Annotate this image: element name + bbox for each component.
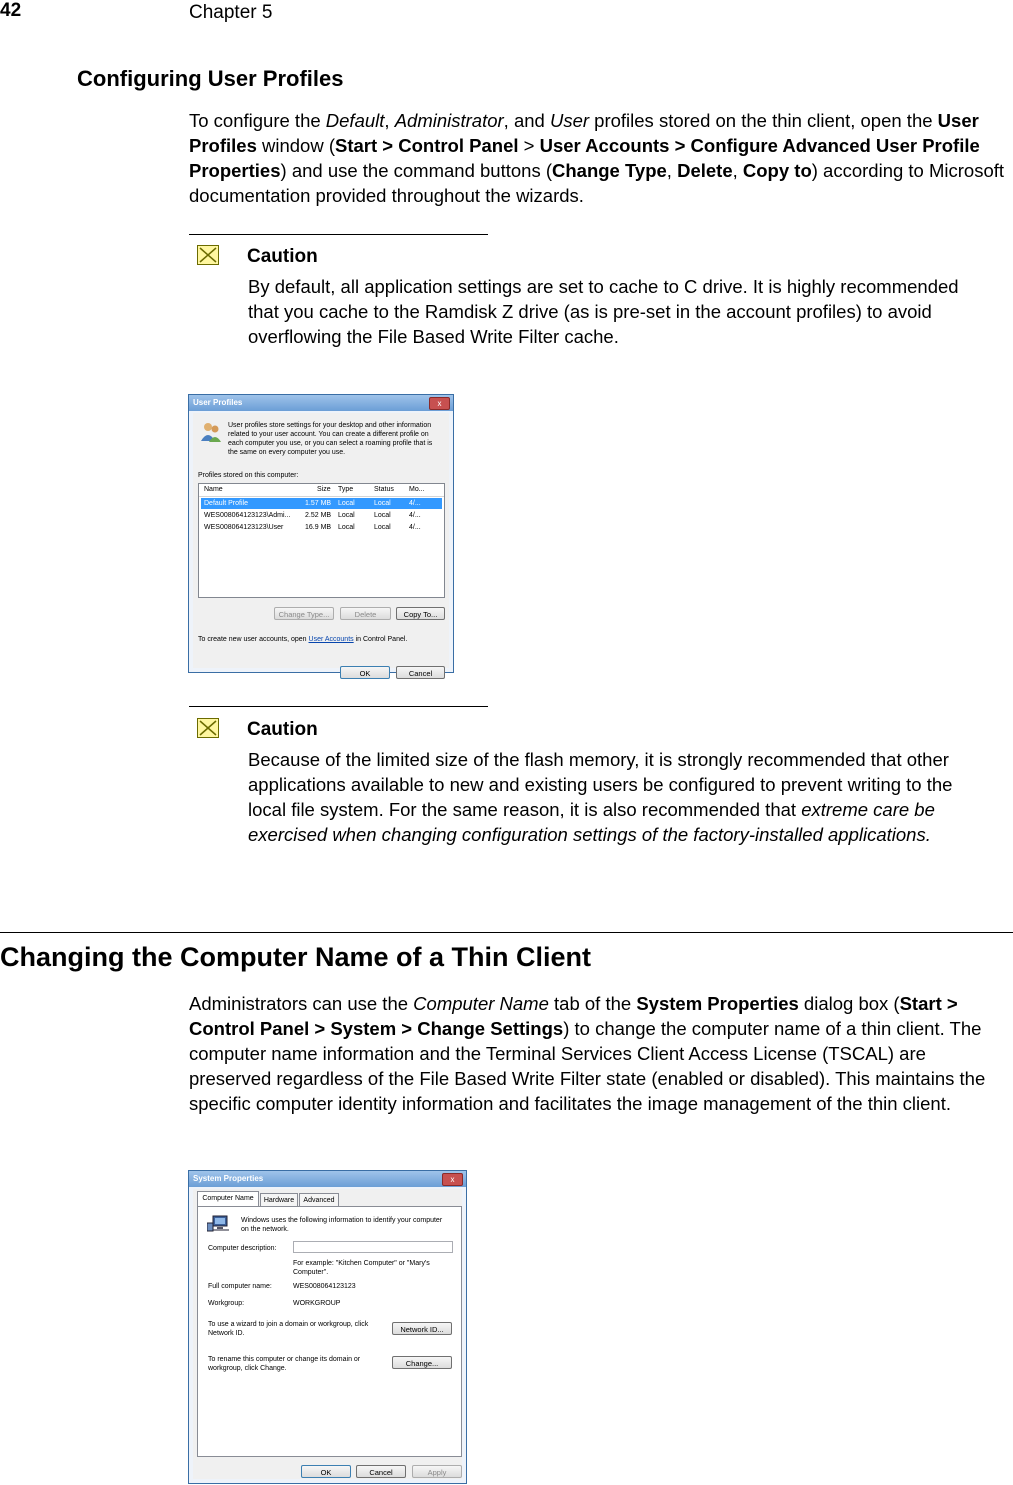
workgroup-label: Workgroup: xyxy=(208,1300,245,1307)
tab-advanced[interactable]: Advanced xyxy=(299,1193,339,1206)
create-accounts-text: To create new user accounts, open User Accounts in Control Panel. xyxy=(198,636,408,643)
ok-button[interactable]: OK xyxy=(301,1465,351,1478)
full-computer-name-label: Full computer name: xyxy=(208,1283,272,1290)
caution-divider xyxy=(189,234,488,235)
caution-text: Because of the limited size of the flash memory, it is strongly recommended that other applications available to new and existing users be configured to prevent writing to the local file system. For the same reason, it is also recommended that extreme care be exercised when changing configuration settings of the factory-installed applications. xyxy=(248,749,953,845)
profile-row[interactable]: WES008064123123\User 16.9 MB Local Local 4/... xyxy=(204,524,421,531)
dialog-title: System Properties xyxy=(189,1171,466,1187)
network-id-text: To use a wizard to join a domain or workgroup, click Network ID. xyxy=(208,1321,369,1337)
change-button[interactable]: Change... xyxy=(392,1356,452,1369)
section-heading-computer-name: Changing the Computer Name of a Thin Client xyxy=(0,942,592,972)
apply-button[interactable]: Apply xyxy=(412,1465,462,1478)
user-profiles-dialog xyxy=(188,394,454,678)
caution-divider xyxy=(189,706,488,707)
tab-panel xyxy=(197,1206,462,1457)
user-accounts-link[interactable]: User Accounts xyxy=(308,636,354,643)
page-number: 42 xyxy=(0,0,22,21)
network-computer-icon xyxy=(207,1215,231,1233)
caution-text: By default, all application settings are set to cache to C drive. It is highly recommended that you cache to the Ramdisk Z drive (as is pre-set in the account profiles) to avoid overflowing the File Based Write Filter cache. xyxy=(248,276,959,347)
computer-description-label: Computer description: xyxy=(208,1245,277,1252)
user-profiles-paragraph: To configure the Default, Administrator, and User profiles stored on the thin client, open the User Profiles window (Start > Control Panel > User Accounts > Configure Advanced User Profile Properties) and use the command buttons (Change Type, Delete, Copy to) according to Microsoft documentation provided throughout the wizards. xyxy=(189,110,1005,206)
computer-name-paragraph: Administrators can use the Computer Name tab of the System Properties dialog box (Start > Control Panel > System > Change Settings) to change the computer name of a thin client. The computer name information and the Terminal Services Client Access License (TSCAL) are preserved regardless of the File Based Write Filter state (enabled or disabled). This maintains the specific computer identity information and facilitates the image management of the thin client. xyxy=(189,993,986,1114)
caution-icon xyxy=(197,245,219,265)
network-id-button[interactable]: Network ID... xyxy=(392,1322,452,1335)
column-type[interactable]: Type xyxy=(338,486,354,493)
caution-title: Caution xyxy=(247,246,318,267)
profiles-list[interactable] xyxy=(198,483,445,598)
full-computer-name-value: WES008064123123 xyxy=(293,1283,356,1290)
profile-row[interactable]: Default Profile 1.57 MB Local Local 4/... xyxy=(201,498,442,509)
change-type-button[interactable]: Change Type... xyxy=(274,607,334,620)
chapter-label: Chapter 5 xyxy=(189,2,273,23)
cancel-button[interactable]: Cancel xyxy=(356,1465,406,1478)
workgroup-value: WORKGROUP xyxy=(293,1300,341,1307)
close-icon[interactable]: x xyxy=(429,397,450,410)
cancel-button[interactable]: Cancel xyxy=(396,666,445,679)
column-status[interactable]: Status xyxy=(374,486,394,493)
list-header xyxy=(199,484,444,497)
dialog-body xyxy=(193,1189,462,1479)
example-text: For example: "Kitchen Computer" or "Mary's Computer". xyxy=(293,1260,430,1276)
tab-hardware[interactable]: Hardware xyxy=(260,1193,298,1206)
section-divider xyxy=(0,932,1013,933)
delete-button[interactable]: Delete xyxy=(340,607,391,620)
system-properties-dialog xyxy=(188,1170,467,1484)
dialog-body xyxy=(193,413,449,678)
users-icon xyxy=(200,421,222,443)
tab-computer-name[interactable]: Computer Name xyxy=(197,1191,259,1206)
column-size[interactable]: Size xyxy=(317,486,331,493)
caution-icon xyxy=(197,718,219,738)
copy-to-button[interactable]: Copy To... xyxy=(396,607,445,620)
profiles-list-label: Profiles stored on this computer: xyxy=(198,472,299,479)
profile-row[interactable]: WES008064123123\Admi... 2.52 MB Local Local 4/... xyxy=(204,512,421,519)
column-name[interactable]: Name xyxy=(204,486,223,493)
caution-title: Caution xyxy=(247,719,318,740)
section-heading-user-profiles: Configuring User Profiles xyxy=(77,66,344,91)
close-icon[interactable]: x xyxy=(442,1173,463,1186)
intro-text: Windows uses the following information to identify your computer on the network. xyxy=(241,1217,443,1233)
column-modified[interactable]: Mo... xyxy=(409,486,425,493)
dialog-title: User Profiles xyxy=(189,395,453,411)
dialog-description: User profiles store settings for your desktop and other information related to your user account. You can create a different profile on each computer you use, or you can select a roaming profile that is the same on every computer you use. xyxy=(228,422,433,456)
computer-description-input[interactable] xyxy=(293,1241,453,1253)
ok-button[interactable]: OK xyxy=(340,666,390,679)
rename-text: To rename this computer or change its domain or workgroup, click Change. xyxy=(208,1356,361,1372)
